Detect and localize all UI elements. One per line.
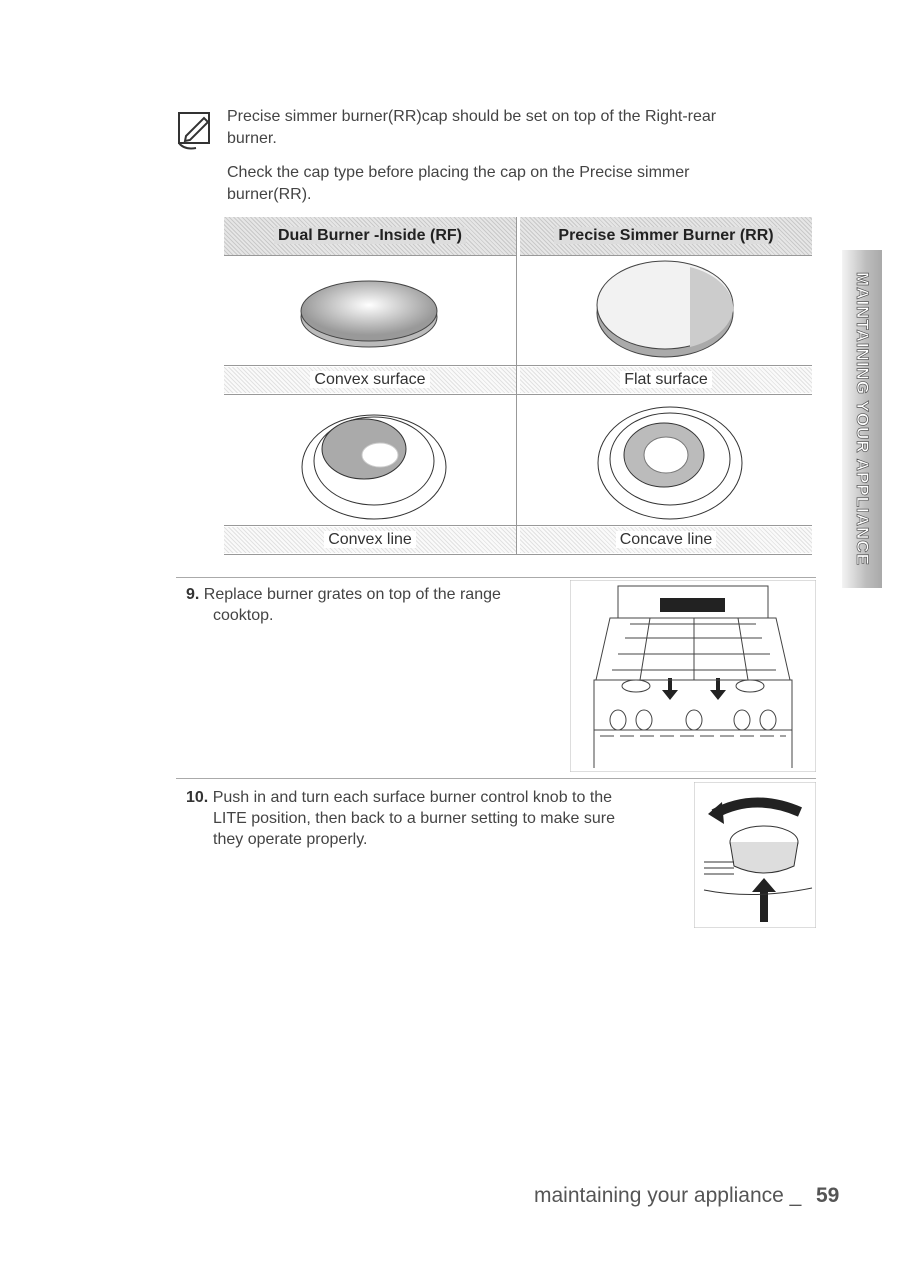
- check-text: Check the cap type before placing the cap on the Precise simmer burner(RR).: [227, 164, 690, 203]
- caption-concave-line: Concave line: [520, 527, 812, 553]
- step-number: 10.: [186, 789, 209, 806]
- flat-surface-cap-image: [590, 255, 740, 363]
- step-10: 10. Push in and turn each surface burner control knob to the LITE position, then back to a burner setting to make sure they operate properly.: [186, 789, 615, 848]
- cap-comparison-table: [224, 217, 812, 555]
- step-number: 9.: [186, 586, 200, 603]
- header-precise-simmer: Precise Simmer Burner (RR): [520, 217, 812, 256]
- concave-line-cap-image: [590, 397, 750, 522]
- convex-surface-cap-image: [294, 267, 444, 357]
- caption-convex-line: Convex line: [224, 527, 516, 553]
- control-knob-image: [694, 782, 816, 928]
- caption-convex-surface: Convex surface: [224, 367, 516, 393]
- range-grates-image: [570, 580, 816, 772]
- footer-section-title: maintaining your appliance _: [534, 1184, 802, 1207]
- section-side-tab: MAINTAINING YOUR APPLIANCE: [842, 250, 882, 588]
- convex-line-cap-image: [294, 397, 454, 522]
- note-icon: [176, 110, 218, 152]
- header-dual-burner: Dual Burner -Inside (RF): [224, 217, 516, 256]
- note-text: Precise simmer burner(RR)cap should be set on top of the Right-rear burner.: [227, 108, 717, 147]
- step-9: 9. Replace burner grates on top of the range cooktop.: [186, 586, 501, 624]
- page-number: 59: [816, 1184, 840, 1207]
- caption-flat-surface: Flat surface: [520, 367, 812, 393]
